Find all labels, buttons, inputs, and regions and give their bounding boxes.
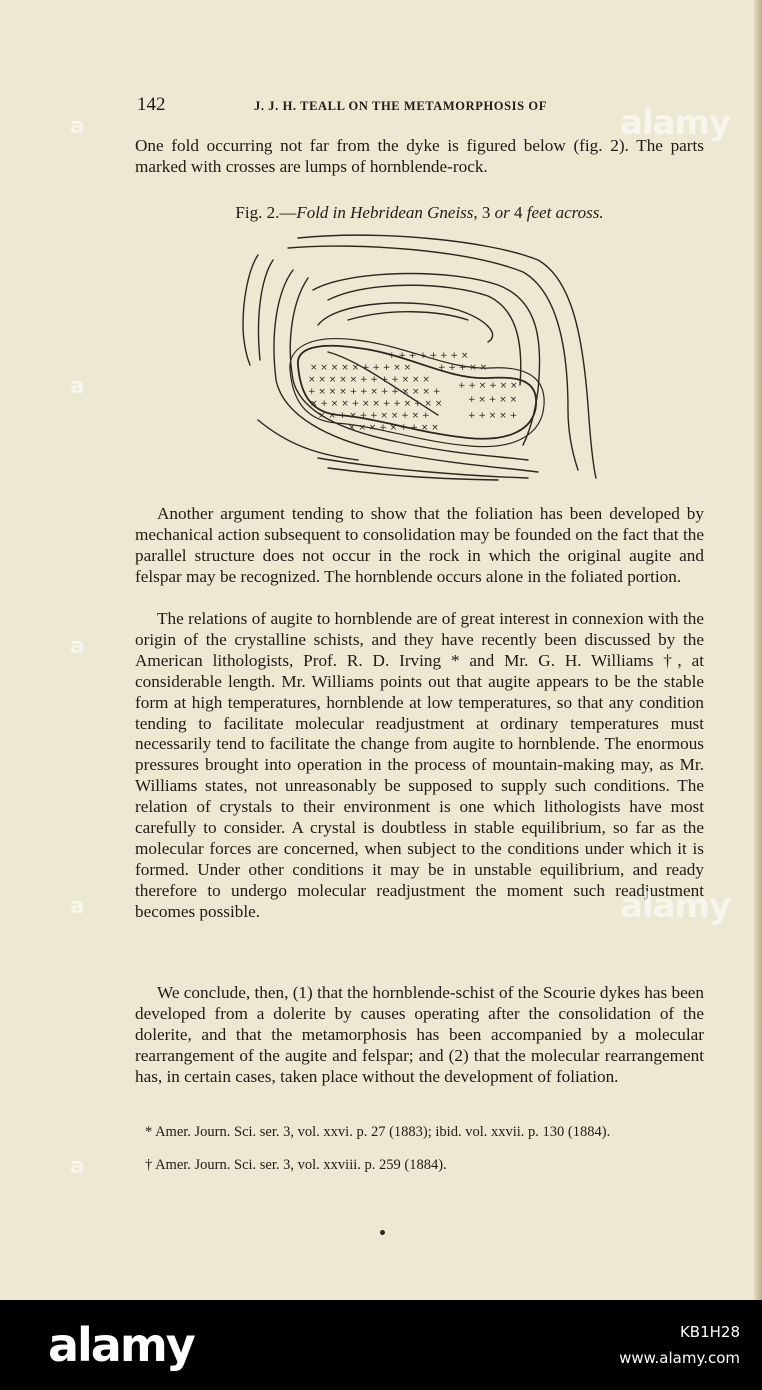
watermark-tile: a bbox=[70, 374, 85, 399]
cross-marks: × + × × + × × + + × + × × bbox=[310, 399, 443, 409]
site-link[interactable]: www.alamy.com bbox=[619, 1349, 740, 1367]
cross-marks: + + + + + + + × bbox=[388, 351, 469, 361]
page-number: 142 bbox=[137, 94, 166, 115]
page-dot bbox=[380, 1230, 385, 1235]
cross-marks: + + × × + bbox=[468, 411, 518, 421]
caption-prefix: Fig. 2.— bbox=[235, 203, 297, 222]
footnote-1: * Amer. Journ. Sci. ser. 3, vol. xxvi. p. 27 (1883); ibid. vol. xxvii. p. 130 (1884). bbox=[145, 1124, 611, 1140]
cross-marks: × × + × + + × × + × + bbox=[318, 411, 430, 421]
cross-marks: + × + × × bbox=[468, 395, 518, 405]
fold-line bbox=[318, 303, 493, 342]
image-id: KB1H28 bbox=[679, 1323, 740, 1341]
figure-caption bbox=[135, 203, 704, 223]
cross-marks: + + × + × × bbox=[458, 381, 518, 391]
paragraph-1: Another argument tending to show that the foliation has been developed by mechanical action subsequent to consolidation may be founded on the fact that the parallel structure does not occur in the rock in which the original augite and felspar may be recognized. The hornblende occurs alone in the foliated portion. bbox=[135, 504, 704, 586]
paragraph-2: The relations of augite to hornblende are of great interest in connexion with the origin of the crystalline schists, and they have recently been discussed by the American lithologists, Prof. R. D. Irving * and Mr. G. H. Williams †, at considerable length. Mr. Williams points out that augite appears to be the stable form at high temperatures, hornblende at low temperatures, so that any condition tending to facilitate molecular readjustment at ordinary temperatures must necessarily tend to facilitate the change from augite to hornblende. The enormous pressures brought into operation in the process of mountain-making may, as Mr. Williams states, not unreasonably be supposed to supply such conditions. The relation of crystals to their environment is one which lithologists have most carefully to consider. A crystal is doubtless in stable equilibrium, so far as the molecular forces are concerned, when subject to the conditions under which it is formed. Under other conditions it may be in unstable equilibrium, and ready therefore to undergo molecular readjustment the moment such readjustment becomes possible. bbox=[135, 609, 704, 921]
cross-marks: + + + × × bbox=[438, 363, 488, 373]
cross-marks: + × × × + + × + + × × × + bbox=[308, 387, 441, 397]
footnote-2: † Amer. Journ. Sci. ser. 3, vol. xxviii. p. 259 (1884). bbox=[145, 1157, 447, 1173]
page-edge bbox=[754, 0, 762, 1300]
watermark-tile: a bbox=[70, 114, 85, 139]
paragraph-3: We conclude, then, (1) that the hornblende-schist of the Scourie dykes has been developed from a dolerite by causes operating after the consolidation of the dolerite, and that the metamorphosis has been accompanied by a molecular rearrangement of the augite and felspar; and (2) that the molecular rearrangement has, in certain cases, taken place without the development of foliation. bbox=[135, 983, 704, 1086]
caption-or: or bbox=[494, 203, 510, 222]
fold-line bbox=[348, 312, 468, 320]
fold-line bbox=[243, 255, 258, 365]
brand-logo[interactable]: alamy bbox=[48, 1318, 194, 1372]
watermark-logo: alamy bbox=[620, 886, 731, 926]
watermark-tile: a bbox=[70, 634, 85, 659]
cross-marks: × × × + × + + × × bbox=[348, 423, 439, 433]
caption-end: feet across. bbox=[526, 203, 604, 222]
cross-marks: × × × × × + + + × × bbox=[310, 363, 412, 373]
watermark-logo: alamy bbox=[620, 103, 731, 143]
fold-line bbox=[259, 260, 273, 360]
cross-marks: × × × × × + + + + × × × bbox=[308, 375, 430, 385]
caption-num: 4 bbox=[509, 203, 527, 222]
watermark-tile: a bbox=[70, 1154, 85, 1179]
intro-paragraph: One fold occurring not far from the dyke is figured below (fig. 2). The parts marked with crosses are lumps of hornblende-rock. bbox=[135, 136, 704, 176]
caption-title: Fold in Hebridean Gneiss bbox=[296, 203, 474, 222]
watermark-tile: a bbox=[70, 894, 85, 919]
running-head: J. J. H. TEALL ON THE METAMORPHOSIS OF bbox=[254, 99, 547, 113]
fold-line bbox=[328, 468, 498, 480]
caption-mid: , 3 bbox=[473, 203, 495, 222]
fold-figure bbox=[238, 230, 598, 482]
